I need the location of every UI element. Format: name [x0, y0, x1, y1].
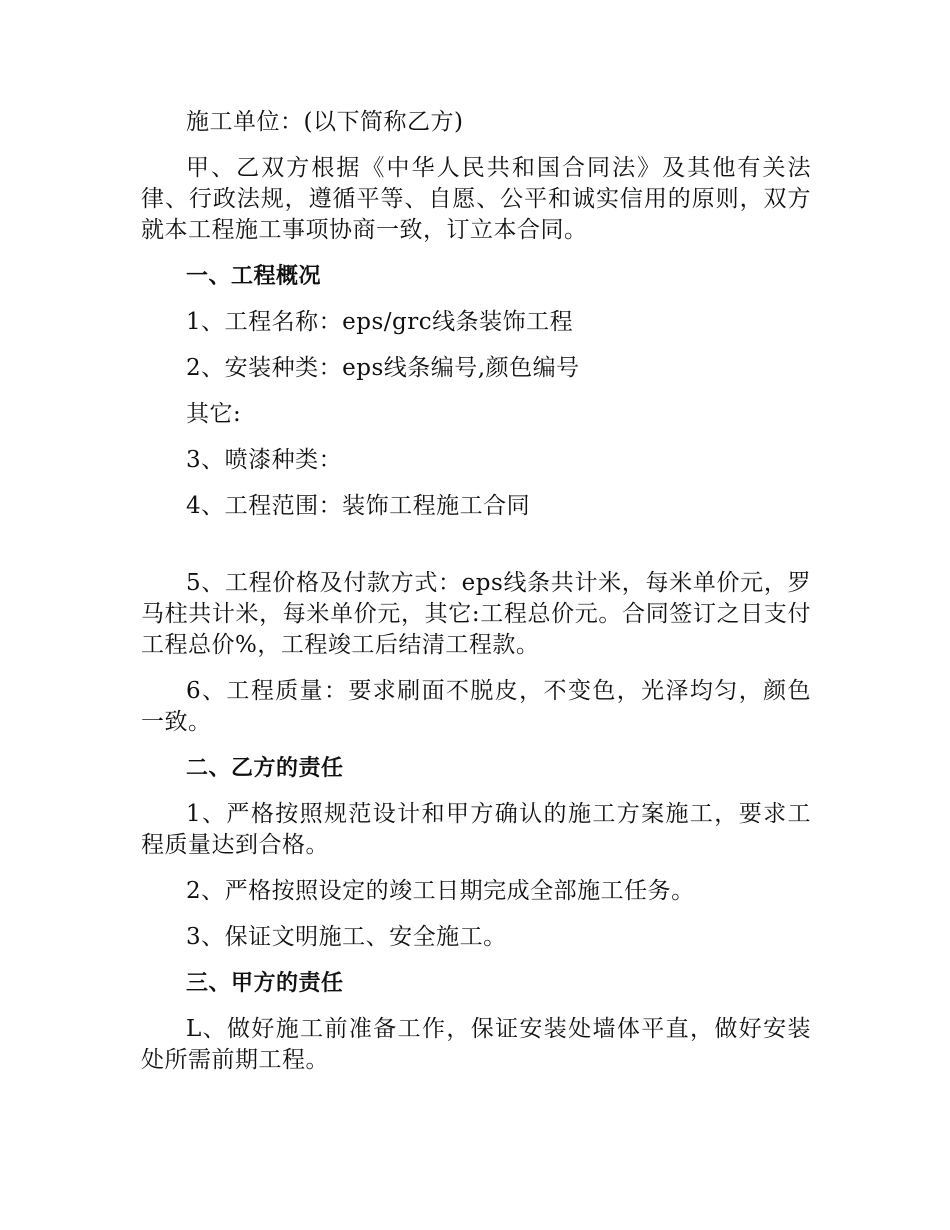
section-heading-project-overview: 一、工程概况 [186, 264, 322, 289]
section-heading-party-b-duties: 二、乙方的责任 [186, 756, 344, 781]
party-b-duty-2: 2、严格按照设定的竣工日期完成全部施工任务。 [186, 878, 695, 904]
section-heading-party-a-duties: 三、甲方的责任 [186, 971, 344, 996]
item-other: 其它: [186, 401, 242, 427]
construction-unit-line: 施工单位：(以下简称乙方) [186, 109, 464, 135]
party-b-duty-3: 3、保证文明施工、安全施工。 [186, 924, 507, 950]
contract-body [141, 107, 811, 1091]
party-a-duty-1: L、做好施工前准备工作，保证安装处墙体平直，做好安装处所需前期工程。 [141, 1016, 811, 1073]
item-install-type: 2、安装种类：eps线条编号,颜色编号 [186, 355, 580, 381]
preamble-paragraph: 甲、乙双方根据《中华人民共和国合同法》及其他有关法律、行政法规，遵循平等、自愿、公平和诚实信用的原则，双方就本工程施工事项协商一致，订立本合同。 [141, 155, 811, 243]
item-quality: 6、工程质量：要求刷面不脱皮，不变色，光泽均匀，颜色一致。 [141, 678, 811, 735]
item-price-payment: 5、工程价格及付款方式：eps线条共计米，每米单价元，罗马柱共计米，每米单价元，其它:工程总价元。合同签订之日支付工程总价%，工程竣工后结清工程款。 [141, 570, 811, 658]
item-project-scope: 4、工程范围：装饰工程施工合同 [186, 493, 531, 519]
party-b-duty-1: 1、严格按照规范设计和甲方确认的施工方案施工，要求工程质量达到合格。 [141, 801, 811, 858]
item-project-name: 1、工程名称：eps/grc线条装饰工程 [186, 309, 574, 335]
blank-line [141, 537, 811, 568]
item-paint-type: 3、喷漆种类： [186, 447, 343, 473]
